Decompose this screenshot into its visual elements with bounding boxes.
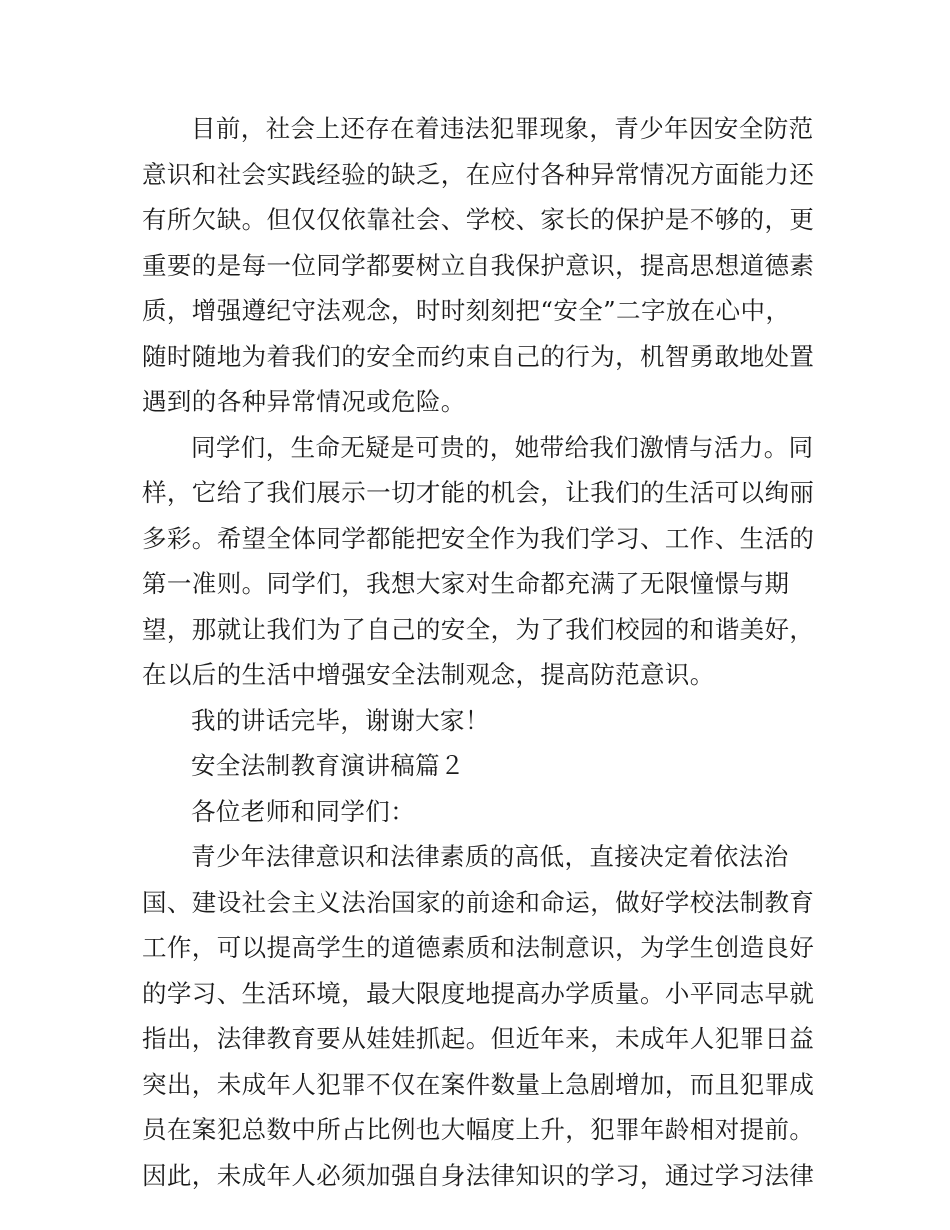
text-line: 国、建设社会主义法治国家的前途和命运，做好学校法制教育: [142, 887, 815, 917]
text-line: 意识和社会实践经验的缺乏，在应付各种异常情况方面能力还: [142, 159, 815, 189]
text-line: 因此，未成年人必须加强自身法律知识的学习，通过学习法律: [142, 1160, 815, 1190]
text-line: 在以后的生活中增强安全法制观念，提高防范意识。: [142, 660, 715, 689]
text-line: 突出，未成年人犯罪不仅在案件数量上急剧增加，而且犯罪成: [142, 1069, 815, 1099]
text-line: 有所欠缺。但仅仅依靠社会、学校、家长的保护是不够的，更: [142, 205, 815, 234]
text-line: 的学习、生活环境，最大限度地提高办学质量。小平同志早就: [142, 978, 815, 1008]
text-line: 青少年法律意识和法律素质的高低，直接决定着依法治: [191, 842, 789, 871]
text-line: 员在案犯总数中所占比例也大幅度上升，犯罪年龄相对提前。: [142, 1115, 815, 1144]
text-line: 随时随地为着我们的安全而约束自己的行为，机智勇敢地处置: [142, 341, 815, 371]
text-line: 样，它给了我们展示一切才能的机会，让我们的生活可以绚丽: [142, 478, 815, 507]
paragraph-legal-awareness: [142, 834, 814, 1198]
text-line: 我的讲话完毕，谢谢大家！: [191, 705, 490, 735]
text-line: 同学们，生命无疑是可贵的，她带给我们激情与活力。同: [191, 432, 814, 462]
paragraph-safety-awareness: [142, 106, 814, 425]
text-line: 工作，可以提高学生的道德素质和法制意识，为学生创造良好: [142, 933, 815, 962]
paragraph-salutation: [142, 789, 814, 835]
section-heading: [142, 743, 814, 789]
text-line: 重要的是每一位同学都要树立自我保护意识，提高思想道德素: [142, 250, 815, 280]
text-line: 各位老师和同学们：: [191, 796, 416, 826]
paragraph-life-precious: [142, 425, 814, 698]
text-line: 遇到的各种异常情况或危险。: [142, 387, 466, 416]
text-line: 多彩。希望全体同学都能把安全作为我们学习、工作、生活的: [142, 523, 815, 553]
document-body: [142, 106, 814, 1198]
text-line: 目前，社会上还存在着违法犯罪现象，青少年因安全防范: [191, 114, 814, 143]
text-line: 质，增强遵纪守法观念，时时刻刻把“安全”二字放在心中，: [142, 296, 791, 325]
text-line: 指出，法律教育要从娃娃抓起。但近年来，未成年人犯罪日益: [142, 1024, 815, 1053]
text-line: 第一准则。同学们，我想大家对生命都充满了无限憧憬与期: [142, 569, 790, 598]
paragraph-closing: [142, 698, 814, 744]
text-line: 安全法制教育演讲稿篇２: [191, 751, 465, 780]
text-line: 望，那就让我们为了自己的安全，为了我们校园的和谐美好，: [142, 614, 815, 644]
